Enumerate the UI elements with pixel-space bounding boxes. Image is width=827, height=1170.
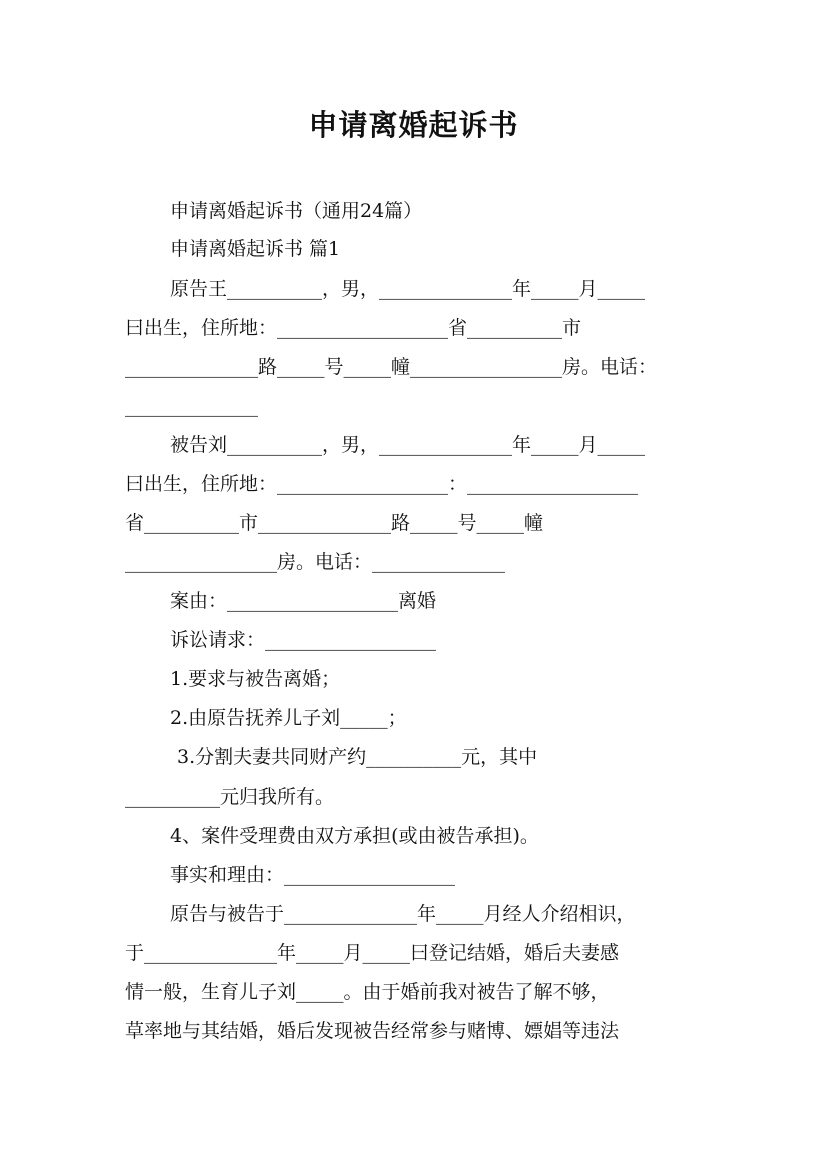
paragraph-line: 曰出生，住所地：__________________：__________________ (125, 473, 639, 495)
paragraph-line: 草率地与其结婚，婚后发现被告经常参与赌博、嫖娼等违法 (125, 1020, 620, 1042)
claim-item: 2.由原告抚养儿子刘_____； (170, 707, 407, 729)
paragraph-line: ______________ (125, 395, 258, 417)
paragraph-line: 被告刘__________，男，______________年_____月_____ (170, 434, 646, 456)
claim-item-cont: __________元归我所有。 (125, 786, 335, 808)
paragraph-line: 情一般，生育儿子刘_____。由于婚前我对被告了解不够， (125, 981, 610, 1003)
paragraph-line: 省__________市______________路_____号_____幢 (125, 512, 544, 534)
section-heading: 申请离婚起诉书 篇1 (170, 238, 341, 260)
paragraph-line: 原告王__________，男，______________年_____月_____ (170, 278, 646, 300)
paragraph-line: 原告与被告于______________年_____月经人介绍相识， (170, 903, 636, 925)
paragraph-line: 于______________年_____月_____曰登记结婚，婚后夫妻感 (125, 942, 620, 964)
facts-heading: 事实和理由：__________________ (170, 864, 456, 886)
paragraph-line: ________________房。电话：______________ (125, 551, 506, 573)
paragraph-line: 曰出生，住所地：__________________省__________市 (125, 317, 582, 339)
claim-item: 4、案件受理费由双方承担(或由被告承担)。 (170, 825, 539, 847)
doc-subtitle: 申请离婚起诉书（通用24篇） (170, 200, 423, 222)
case-cause: 案由：__________________离婚 (170, 590, 437, 612)
claims-heading: 诉讼请求：__________________ (170, 629, 437, 651)
claim-item: 1.要求与被告离婚； (170, 668, 341, 690)
claim-item: 3.分割夫妻共同财产约__________元，其中 (177, 746, 538, 768)
document-title: 申请离婚起诉书 (308, 108, 519, 142)
paragraph-line: ______________路_____号_____幢________________房。电话： (125, 356, 658, 378)
